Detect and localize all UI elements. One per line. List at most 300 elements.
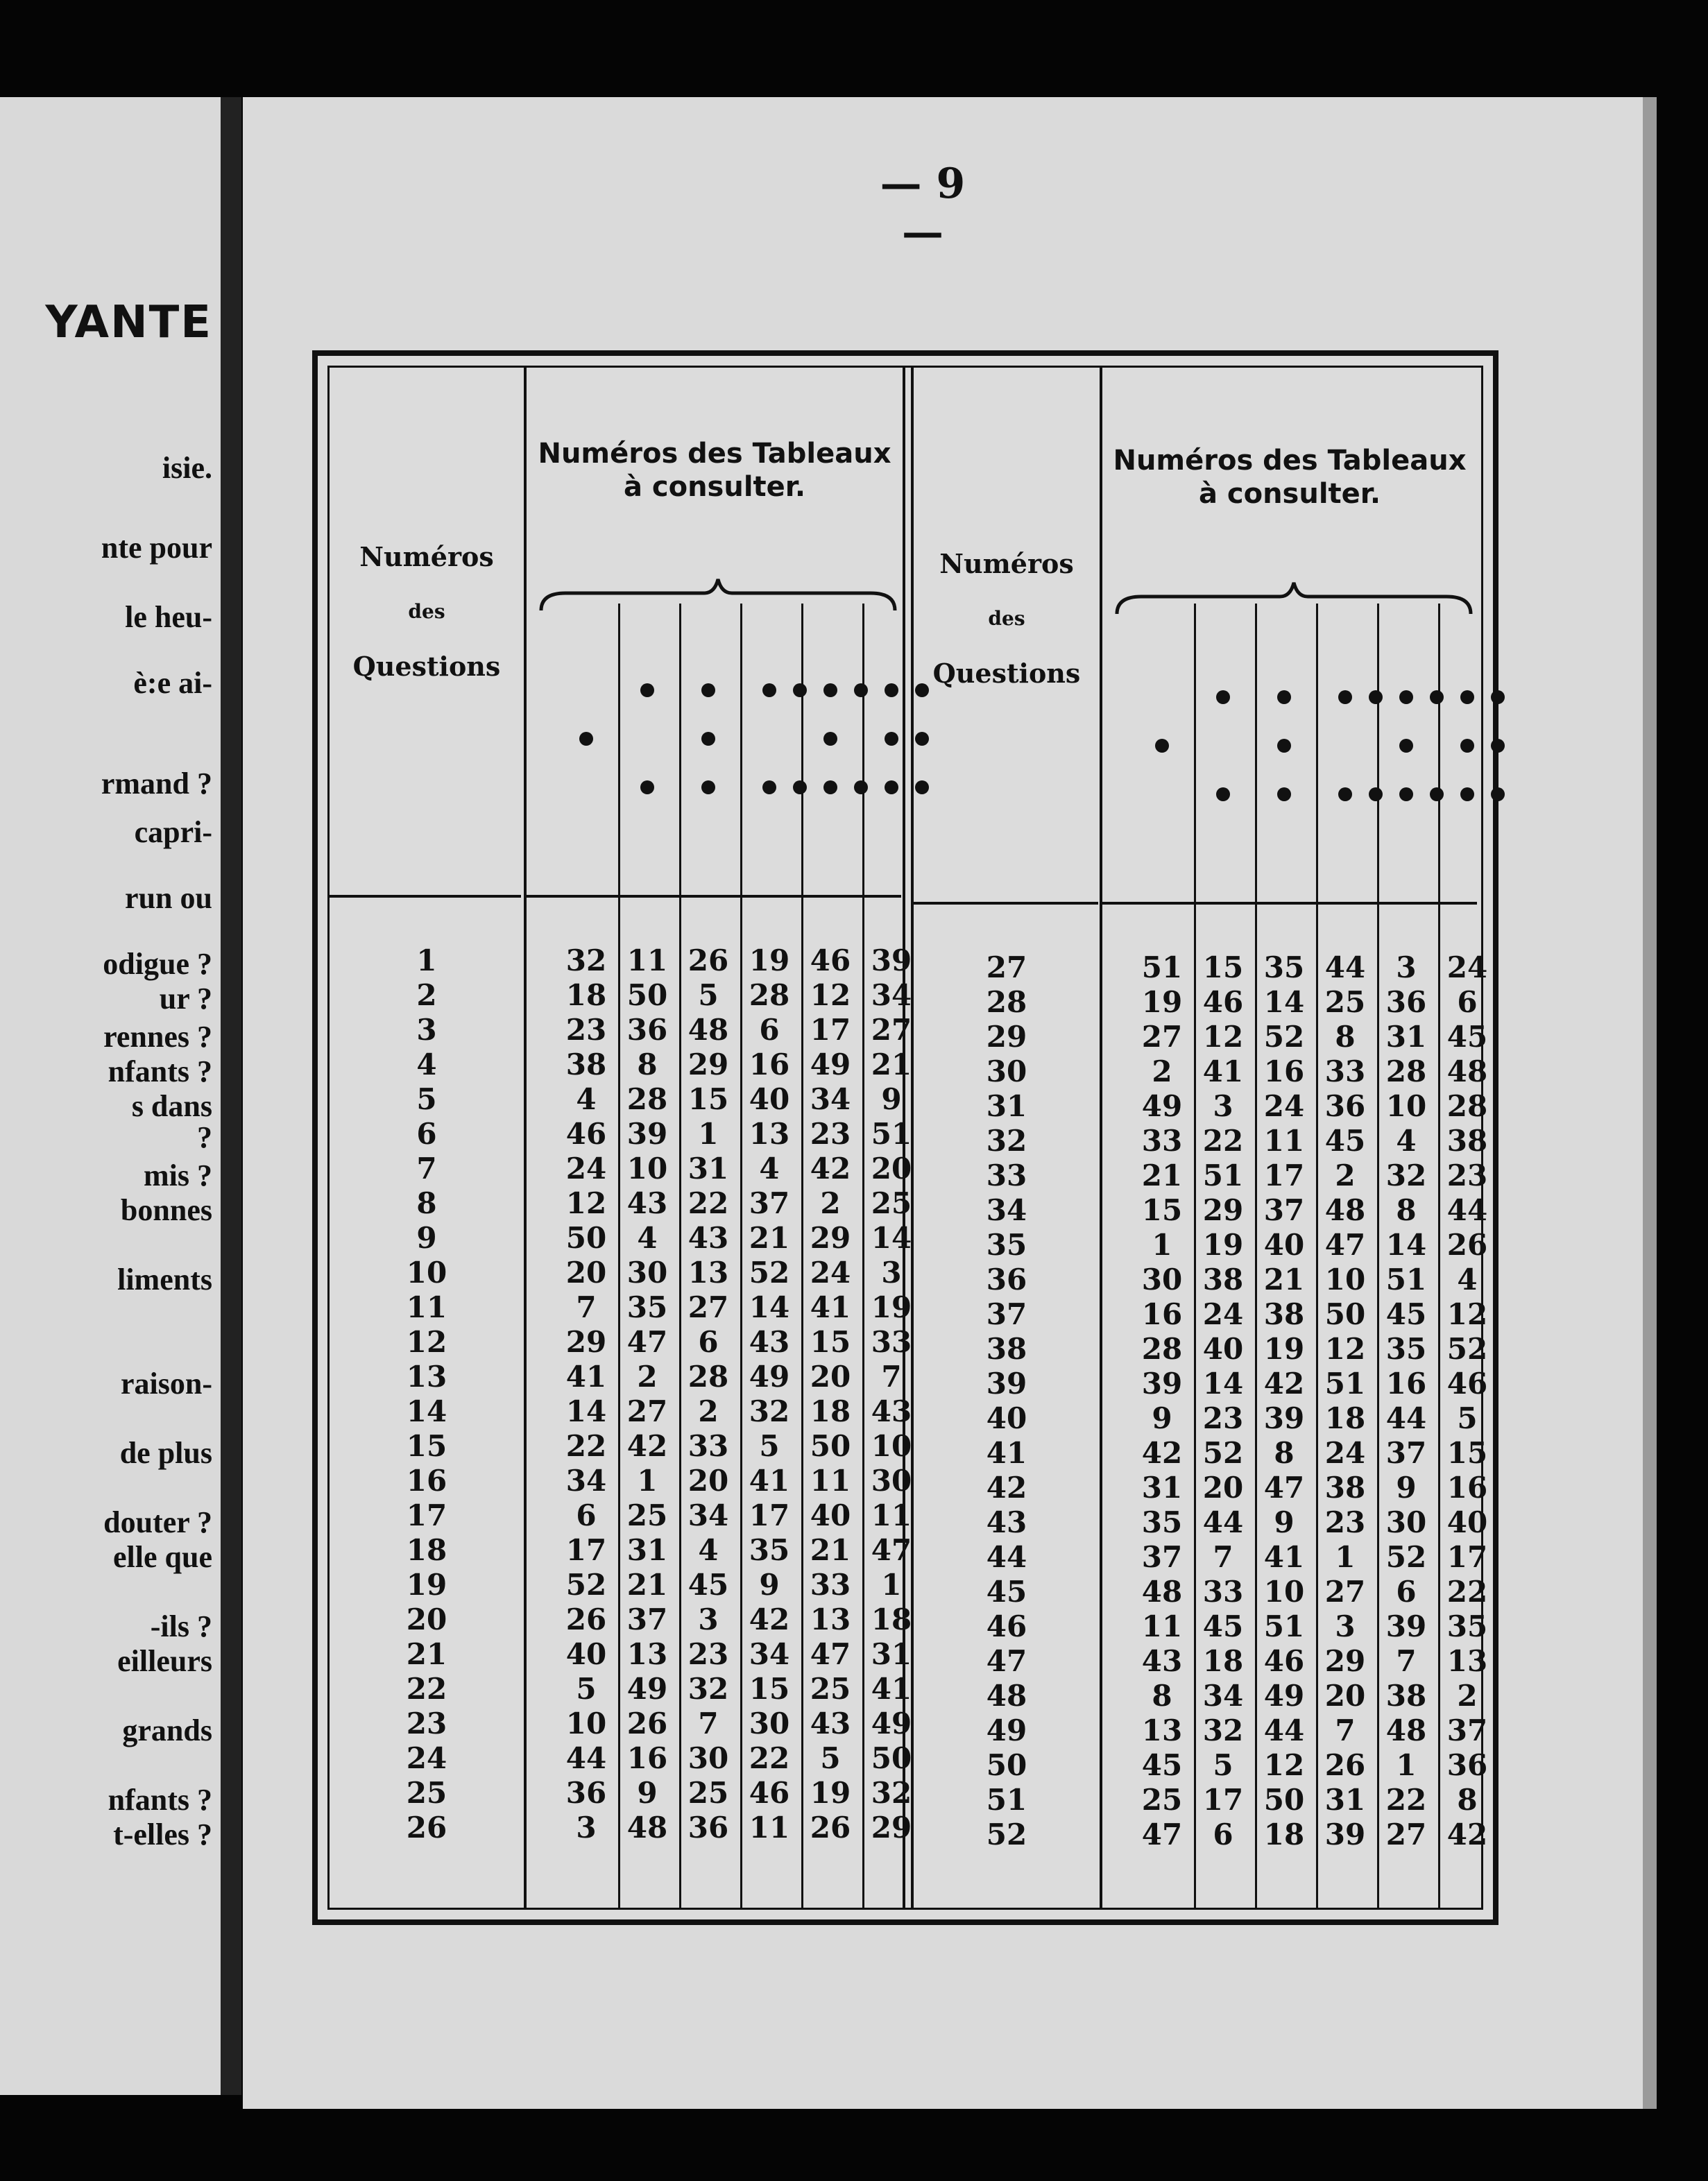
- table-cell: 2: [1335, 1158, 1356, 1192]
- table-cell: 31: [1141, 1471, 1183, 1505]
- table-cell: 25: [1324, 985, 1366, 1019]
- table-cell: 43: [626, 1186, 668, 1220]
- table-cell: 46: [749, 1776, 790, 1810]
- table-cell: 49: [1263, 1679, 1305, 1713]
- table-cell: 18: [1263, 1818, 1305, 1851]
- table-cell: 44: [1324, 950, 1366, 984]
- table-cell: 41: [810, 1290, 851, 1324]
- table-cell: 6: [576, 1498, 597, 1532]
- question-number: 48: [986, 1679, 1027, 1713]
- column-marker-dot: [762, 780, 776, 794]
- question-number: 37: [986, 1297, 1027, 1331]
- table-cell: 24: [810, 1256, 851, 1290]
- column-marker-dot: [640, 780, 654, 794]
- left-text-fragment: rennes ?: [103, 1020, 212, 1054]
- table-cell: 14: [565, 1394, 607, 1428]
- table-cell: 23: [688, 1637, 729, 1671]
- left-text-fragment: mis ?: [144, 1158, 212, 1192]
- table-cell: 27: [626, 1394, 668, 1428]
- table-cell: 10: [565, 1707, 607, 1740]
- table-cell: 38: [1324, 1471, 1366, 1505]
- table-cell: 49: [1141, 1089, 1183, 1123]
- table-cell: 31: [1385, 1020, 1427, 1054]
- table-cell: 17: [810, 1013, 851, 1047]
- table-cell: 20: [871, 1152, 912, 1186]
- left-text-fragment: nte pour: [101, 531, 212, 565]
- table-cell: 20: [1202, 1471, 1244, 1505]
- table-cell: 36: [1385, 985, 1427, 1019]
- column-marker-dot: [885, 683, 898, 697]
- column-marker-dot: [1369, 787, 1383, 801]
- table-cell: 43: [810, 1707, 851, 1740]
- table-cell: 1: [637, 1464, 658, 1498]
- question-number: 28: [986, 985, 1027, 1019]
- left-text-fragment: capri-: [134, 815, 212, 849]
- question-number: 2: [416, 978, 437, 1012]
- left-text-fragment: t-elles ?: [113, 1818, 212, 1851]
- table-cell: 34: [565, 1464, 607, 1498]
- table-cell: 2: [1152, 1054, 1172, 1088]
- column-marker-dot: [762, 683, 776, 697]
- table-cell: 45: [688, 1568, 729, 1602]
- table-cell: 48: [626, 1811, 668, 1845]
- header-rule: [1102, 902, 1477, 905]
- left-text-fragment: elle que: [113, 1540, 212, 1574]
- table-cell: 23: [1446, 1158, 1488, 1192]
- table-cell: 21: [1263, 1263, 1305, 1297]
- table-cell: 25: [871, 1186, 912, 1220]
- table-cell: 15: [688, 1082, 729, 1116]
- question-number: 42: [986, 1471, 1027, 1505]
- column-marker-dot: [885, 732, 898, 746]
- table-cell: 46: [1202, 985, 1244, 1019]
- table-cell: 3: [1396, 950, 1417, 984]
- table-cell: 20: [810, 1360, 851, 1394]
- column-marker-dot: [701, 780, 715, 794]
- table-cell: 23: [1324, 1505, 1366, 1539]
- column-marker-dot: [579, 732, 593, 746]
- table-cell: 23: [1202, 1401, 1244, 1435]
- table-cell: 6: [759, 1013, 780, 1047]
- table-cell: 6: [1457, 985, 1478, 1019]
- column-marker-dot: [1155, 739, 1169, 753]
- table-cell: 24: [565, 1152, 607, 1186]
- table-cell: 7: [1213, 1540, 1233, 1574]
- left-text-fragment: grands: [122, 1713, 212, 1747]
- table-cell: 1: [1396, 1748, 1417, 1782]
- column-marker-dot: [854, 780, 868, 794]
- header-rule: [330, 895, 521, 898]
- table-cell: 15: [1446, 1436, 1488, 1470]
- question-number: 21: [406, 1637, 447, 1671]
- table-cell: 40: [749, 1082, 790, 1116]
- table-cell: 39: [871, 943, 912, 977]
- table-cell: 44: [565, 1741, 607, 1775]
- question-number: 6: [416, 1117, 437, 1151]
- table-cell: 20: [1324, 1679, 1366, 1713]
- table-cell: 7: [881, 1360, 902, 1394]
- left-text-fragment: ?: [197, 1120, 212, 1154]
- table-cell: 28: [1446, 1089, 1488, 1123]
- left-text-fragment: odigue ?: [103, 947, 212, 981]
- table-cell: 51: [1202, 1158, 1244, 1192]
- table-cell: 39: [626, 1117, 668, 1151]
- table-cell: 48: [688, 1013, 729, 1047]
- column-marker-dot: [1277, 739, 1291, 753]
- question-number: 23: [406, 1707, 447, 1740]
- table-cell: 39: [1324, 1818, 1366, 1851]
- left-text-fragment: rmand ?: [101, 767, 212, 801]
- table-cell: 26: [565, 1602, 607, 1636]
- table-cell: 47: [871, 1533, 912, 1567]
- table-cell: 3: [698, 1602, 719, 1636]
- table-cell: 28: [1141, 1332, 1183, 1366]
- table-cell: 30: [1385, 1505, 1427, 1539]
- table-cell: 22: [565, 1429, 607, 1463]
- question-number: 14: [406, 1394, 447, 1428]
- question-number: 19: [406, 1568, 447, 1602]
- left-text-fragment: bonnes: [120, 1193, 212, 1227]
- table-cell: 45: [1324, 1124, 1366, 1158]
- left-text-fragment: è:e ai-: [133, 666, 212, 700]
- table-cell: 4: [576, 1082, 597, 1116]
- table-cell: 36: [1324, 1089, 1366, 1123]
- table-cell: 34: [871, 978, 912, 1012]
- table-cell: 52: [1202, 1436, 1244, 1470]
- table-cell: 36: [565, 1776, 607, 1810]
- question-number: 51: [986, 1783, 1027, 1817]
- table-cell: 11: [749, 1811, 790, 1845]
- question-number: 36: [986, 1263, 1027, 1297]
- table-cell: 1: [698, 1117, 719, 1151]
- table-cell: 29: [565, 1325, 607, 1359]
- table-cell: 8: [1274, 1436, 1295, 1470]
- table-cell: 50: [626, 978, 668, 1012]
- left-text-fragment: nfants ?: [108, 1783, 212, 1817]
- column-marker-dot: [1277, 787, 1291, 801]
- table-cell: 35: [1446, 1609, 1488, 1643]
- column-marker-dot: [823, 683, 837, 697]
- table-cell: 33: [1324, 1054, 1366, 1088]
- table-cell: 11: [810, 1464, 851, 1498]
- table-cell: 35: [1263, 950, 1305, 984]
- question-number: 38: [986, 1332, 1027, 1366]
- table-cell: 1: [881, 1568, 902, 1602]
- table-cell: 50: [1263, 1783, 1305, 1817]
- right-brace: [1113, 579, 1474, 621]
- table-cell: 12: [810, 978, 851, 1012]
- column-marker-dot: [1430, 787, 1444, 801]
- table-cell: 33: [1202, 1575, 1244, 1609]
- table-cell: 27: [871, 1013, 912, 1047]
- table-cell: 14: [1202, 1367, 1244, 1401]
- table-cell: 23: [565, 1013, 607, 1047]
- table-cell: 35: [1141, 1505, 1183, 1539]
- question-number: 20: [406, 1602, 447, 1636]
- table-cell: 20: [688, 1464, 729, 1498]
- table-cell: 41: [871, 1672, 912, 1706]
- question-number: 41: [986, 1436, 1027, 1470]
- column-marker-dot: [701, 683, 715, 697]
- table-cell: 37: [1446, 1713, 1488, 1747]
- header-rule: [527, 895, 901, 898]
- table-cell: 13: [810, 1602, 851, 1636]
- column-marker-dot: [1460, 739, 1474, 753]
- table-cell: 11: [1141, 1609, 1183, 1643]
- table-cell: 36: [626, 1013, 668, 1047]
- table-cell: 14: [1263, 985, 1305, 1019]
- table-cell: 33: [810, 1568, 851, 1602]
- table-cell: 25: [626, 1498, 668, 1532]
- question-number: 40: [986, 1401, 1027, 1435]
- left-text-fragment: liments: [117, 1263, 212, 1297]
- table-cell: 10: [1324, 1263, 1366, 1297]
- left-questions-label: Numéros des Questions: [352, 541, 501, 682]
- table-cell: 9: [1396, 1471, 1417, 1505]
- column-marker-dot: [823, 732, 837, 746]
- table-cell: 42: [1263, 1367, 1305, 1401]
- table-cell: 49: [810, 1047, 851, 1081]
- table-cell: 6: [1213, 1818, 1233, 1851]
- table-cell: 40: [810, 1498, 851, 1532]
- table-cell: 52: [749, 1256, 790, 1290]
- question-number: 16: [406, 1464, 447, 1498]
- table-cell: 6: [1396, 1575, 1417, 1609]
- left-text-fragment: YANTE: [45, 297, 212, 348]
- question-number: 13: [406, 1360, 447, 1394]
- table-cell: 51: [1324, 1367, 1366, 1401]
- table-cell: 8: [637, 1047, 658, 1081]
- column-marker-dot: [1399, 690, 1413, 704]
- table-cell: 46: [1263, 1644, 1305, 1678]
- table-cell: 8: [1396, 1193, 1417, 1227]
- left-text-fragment: isie.: [162, 451, 212, 485]
- col-divider: [1100, 368, 1102, 1908]
- table-cell: 33: [871, 1325, 912, 1359]
- table-cell: 17: [1263, 1158, 1305, 1192]
- table-cell: 12: [1263, 1748, 1305, 1782]
- table-cell: 2: [698, 1394, 719, 1428]
- lookup-table: [312, 350, 1498, 1925]
- table-cell: 39: [1263, 1401, 1305, 1435]
- table-cell: 10: [871, 1429, 912, 1463]
- table-cell: 40: [565, 1637, 607, 1671]
- table-cell: 20: [565, 1256, 607, 1290]
- table-cell: 25: [688, 1776, 729, 1810]
- left-brace: [538, 576, 898, 617]
- table-cell: 26: [1446, 1228, 1488, 1262]
- question-number: 43: [986, 1505, 1027, 1539]
- table-cell: 11: [626, 943, 668, 977]
- left-text-fragment: s dans: [131, 1089, 212, 1123]
- table-cell: 30: [871, 1464, 912, 1498]
- question-number: 46: [986, 1609, 1027, 1643]
- table-cell: 37: [1385, 1436, 1427, 1470]
- left-text-fragment: nfants ?: [108, 1054, 212, 1088]
- question-number: 50: [986, 1748, 1027, 1782]
- table-cell: 8: [1152, 1679, 1172, 1713]
- table-cell: 21: [810, 1533, 851, 1567]
- table-cell: 34: [810, 1082, 851, 1116]
- table-cell: 24: [1263, 1089, 1305, 1123]
- table-cell: 19: [749, 943, 790, 977]
- table-cell: 32: [749, 1394, 790, 1428]
- table-cell: 33: [688, 1429, 729, 1463]
- table-cell: 45: [1202, 1609, 1244, 1643]
- page-gutter: [221, 97, 241, 2095]
- table-cell: 42: [1141, 1436, 1183, 1470]
- question-number: 34: [986, 1193, 1027, 1227]
- table-cell: 27: [688, 1290, 729, 1324]
- right-tableaux-title: Numéros des Tableaux à consulter.: [1113, 445, 1467, 510]
- table-cell: 9: [759, 1568, 780, 1602]
- table-cell: 29: [810, 1221, 851, 1255]
- table-cell: 8: [1335, 1020, 1356, 1054]
- column-marker-dot: [793, 683, 807, 697]
- question-number: 7: [416, 1152, 437, 1186]
- table-cell: 48: [1446, 1054, 1488, 1088]
- table-cell: 3: [1335, 1609, 1356, 1643]
- question-number: 12: [406, 1325, 447, 1359]
- table-cell: 46: [1446, 1367, 1488, 1401]
- table-cell: 13: [1141, 1713, 1183, 1747]
- column-marker-dot: [1430, 690, 1444, 704]
- column-marker-dot: [1338, 787, 1352, 801]
- left-text-fragment: le heu-: [125, 600, 212, 634]
- table-cell: 27: [1141, 1020, 1183, 1054]
- question-number: 5: [416, 1082, 437, 1116]
- column-marker-dot: [1369, 690, 1383, 704]
- table-cell: 40: [1263, 1228, 1305, 1262]
- table-cell: 50: [565, 1221, 607, 1255]
- question-number: 35: [986, 1228, 1027, 1262]
- left-text-fragment: -ils ?: [150, 1609, 212, 1643]
- right-questions-label: Numéros des Questions: [932, 548, 1081, 689]
- table-cell: 26: [810, 1811, 851, 1845]
- column-marker-dot: [854, 683, 868, 697]
- question-number: 30: [986, 1054, 1027, 1088]
- table-cell: 40: [1202, 1332, 1244, 1366]
- table-cell: 19: [1141, 985, 1183, 1019]
- table-cell: 44: [1385, 1401, 1427, 1435]
- table-cell: 28: [688, 1360, 729, 1394]
- table-cell: 2: [637, 1360, 658, 1394]
- table-cell: 43: [688, 1221, 729, 1255]
- table-cell: 7: [698, 1707, 719, 1740]
- table-cell: 37: [749, 1186, 790, 1220]
- table-cell: 52: [1446, 1332, 1488, 1366]
- column-marker-dot: [915, 732, 929, 746]
- table-cell: 46: [810, 943, 851, 977]
- table-cell: 15: [1202, 950, 1244, 984]
- column-marker-dot: [1491, 787, 1505, 801]
- question-number: 3: [416, 1013, 437, 1047]
- table-cell: 4: [1457, 1263, 1478, 1297]
- question-number: 32: [986, 1124, 1027, 1158]
- table-cell: 12: [1446, 1297, 1488, 1331]
- table-cell: 47: [626, 1325, 668, 1359]
- question-number: 44: [986, 1540, 1027, 1574]
- table-cell: 51: [1263, 1609, 1305, 1643]
- table-cell: 5: [1457, 1401, 1478, 1435]
- table-cell: 38: [1263, 1297, 1305, 1331]
- table-cell: 47: [1141, 1818, 1183, 1851]
- table-cell: 24: [1324, 1436, 1366, 1470]
- table-cell: 17: [749, 1498, 790, 1532]
- table-cell: 19: [1202, 1228, 1244, 1262]
- table-cell: 22: [688, 1186, 729, 1220]
- table-cell: 1: [1335, 1540, 1356, 1574]
- question-number: 25: [406, 1776, 447, 1810]
- question-number: 18: [406, 1533, 447, 1567]
- page-number: — 9 —: [880, 160, 966, 257]
- table-cell: 25: [1141, 1783, 1183, 1817]
- column-marker-dot: [1491, 739, 1505, 753]
- table-cell: 43: [871, 1394, 912, 1428]
- column-marker-dot: [1399, 739, 1413, 753]
- table-cell: 51: [1385, 1263, 1427, 1297]
- table-cell: 33: [1141, 1124, 1183, 1158]
- table-cell: 3: [576, 1811, 597, 1845]
- table-cell: 11: [871, 1498, 912, 1532]
- table-cell: 37: [1263, 1193, 1305, 1227]
- table-cell: 1: [1152, 1228, 1172, 1262]
- question-number: 52: [986, 1818, 1027, 1851]
- table-cell: 35: [749, 1533, 790, 1567]
- left-tableaux-title: Numéros des Tableaux à consulter.: [538, 438, 891, 503]
- column-marker-dot: [1460, 690, 1474, 704]
- question-number: 10: [406, 1256, 447, 1290]
- table-cell: 21: [871, 1047, 912, 1081]
- table-cell: 31: [688, 1152, 729, 1186]
- table-cell: 47: [810, 1637, 851, 1671]
- table-cell: 13: [1446, 1644, 1488, 1678]
- table-inner-border: [327, 366, 1488, 1910]
- table-cell: 10: [1385, 1089, 1427, 1123]
- table-cell: 32: [688, 1672, 729, 1706]
- table-cell: 42: [749, 1602, 790, 1636]
- table-cell: 32: [871, 1776, 912, 1810]
- question-number: 29: [986, 1020, 1027, 1054]
- table-cell: 50: [871, 1741, 912, 1775]
- column-marker-dot: [1460, 787, 1474, 801]
- table-cell: 30: [1141, 1263, 1183, 1297]
- table-cell: 34: [749, 1637, 790, 1671]
- table-cell: 32: [1385, 1158, 1427, 1192]
- table-cell: 40: [1446, 1505, 1488, 1539]
- table-cell: 31: [626, 1533, 668, 1567]
- table-cell: 24: [1202, 1297, 1244, 1331]
- table-cell: 2: [1457, 1679, 1478, 1713]
- table-cell: 35: [626, 1290, 668, 1324]
- question-number: 15: [406, 1429, 447, 1463]
- table-cell: 39: [1141, 1367, 1183, 1401]
- table-cell: 49: [871, 1707, 912, 1740]
- table-cell: 29: [688, 1047, 729, 1081]
- table-cell: 22: [749, 1741, 790, 1775]
- table-cell: 16: [749, 1047, 790, 1081]
- table-cell: 13: [688, 1256, 729, 1290]
- table-cell: 45: [1141, 1748, 1183, 1782]
- table-cell: 16: [1446, 1471, 1488, 1505]
- column-marker-dot: [915, 683, 929, 697]
- page-edge: [1643, 97, 1657, 2109]
- question-number: 39: [986, 1367, 1027, 1401]
- table-cell: 30: [749, 1707, 790, 1740]
- table-cell: 18: [810, 1394, 851, 1428]
- question-number: 49: [986, 1713, 1027, 1747]
- column-marker-dot: [793, 780, 807, 794]
